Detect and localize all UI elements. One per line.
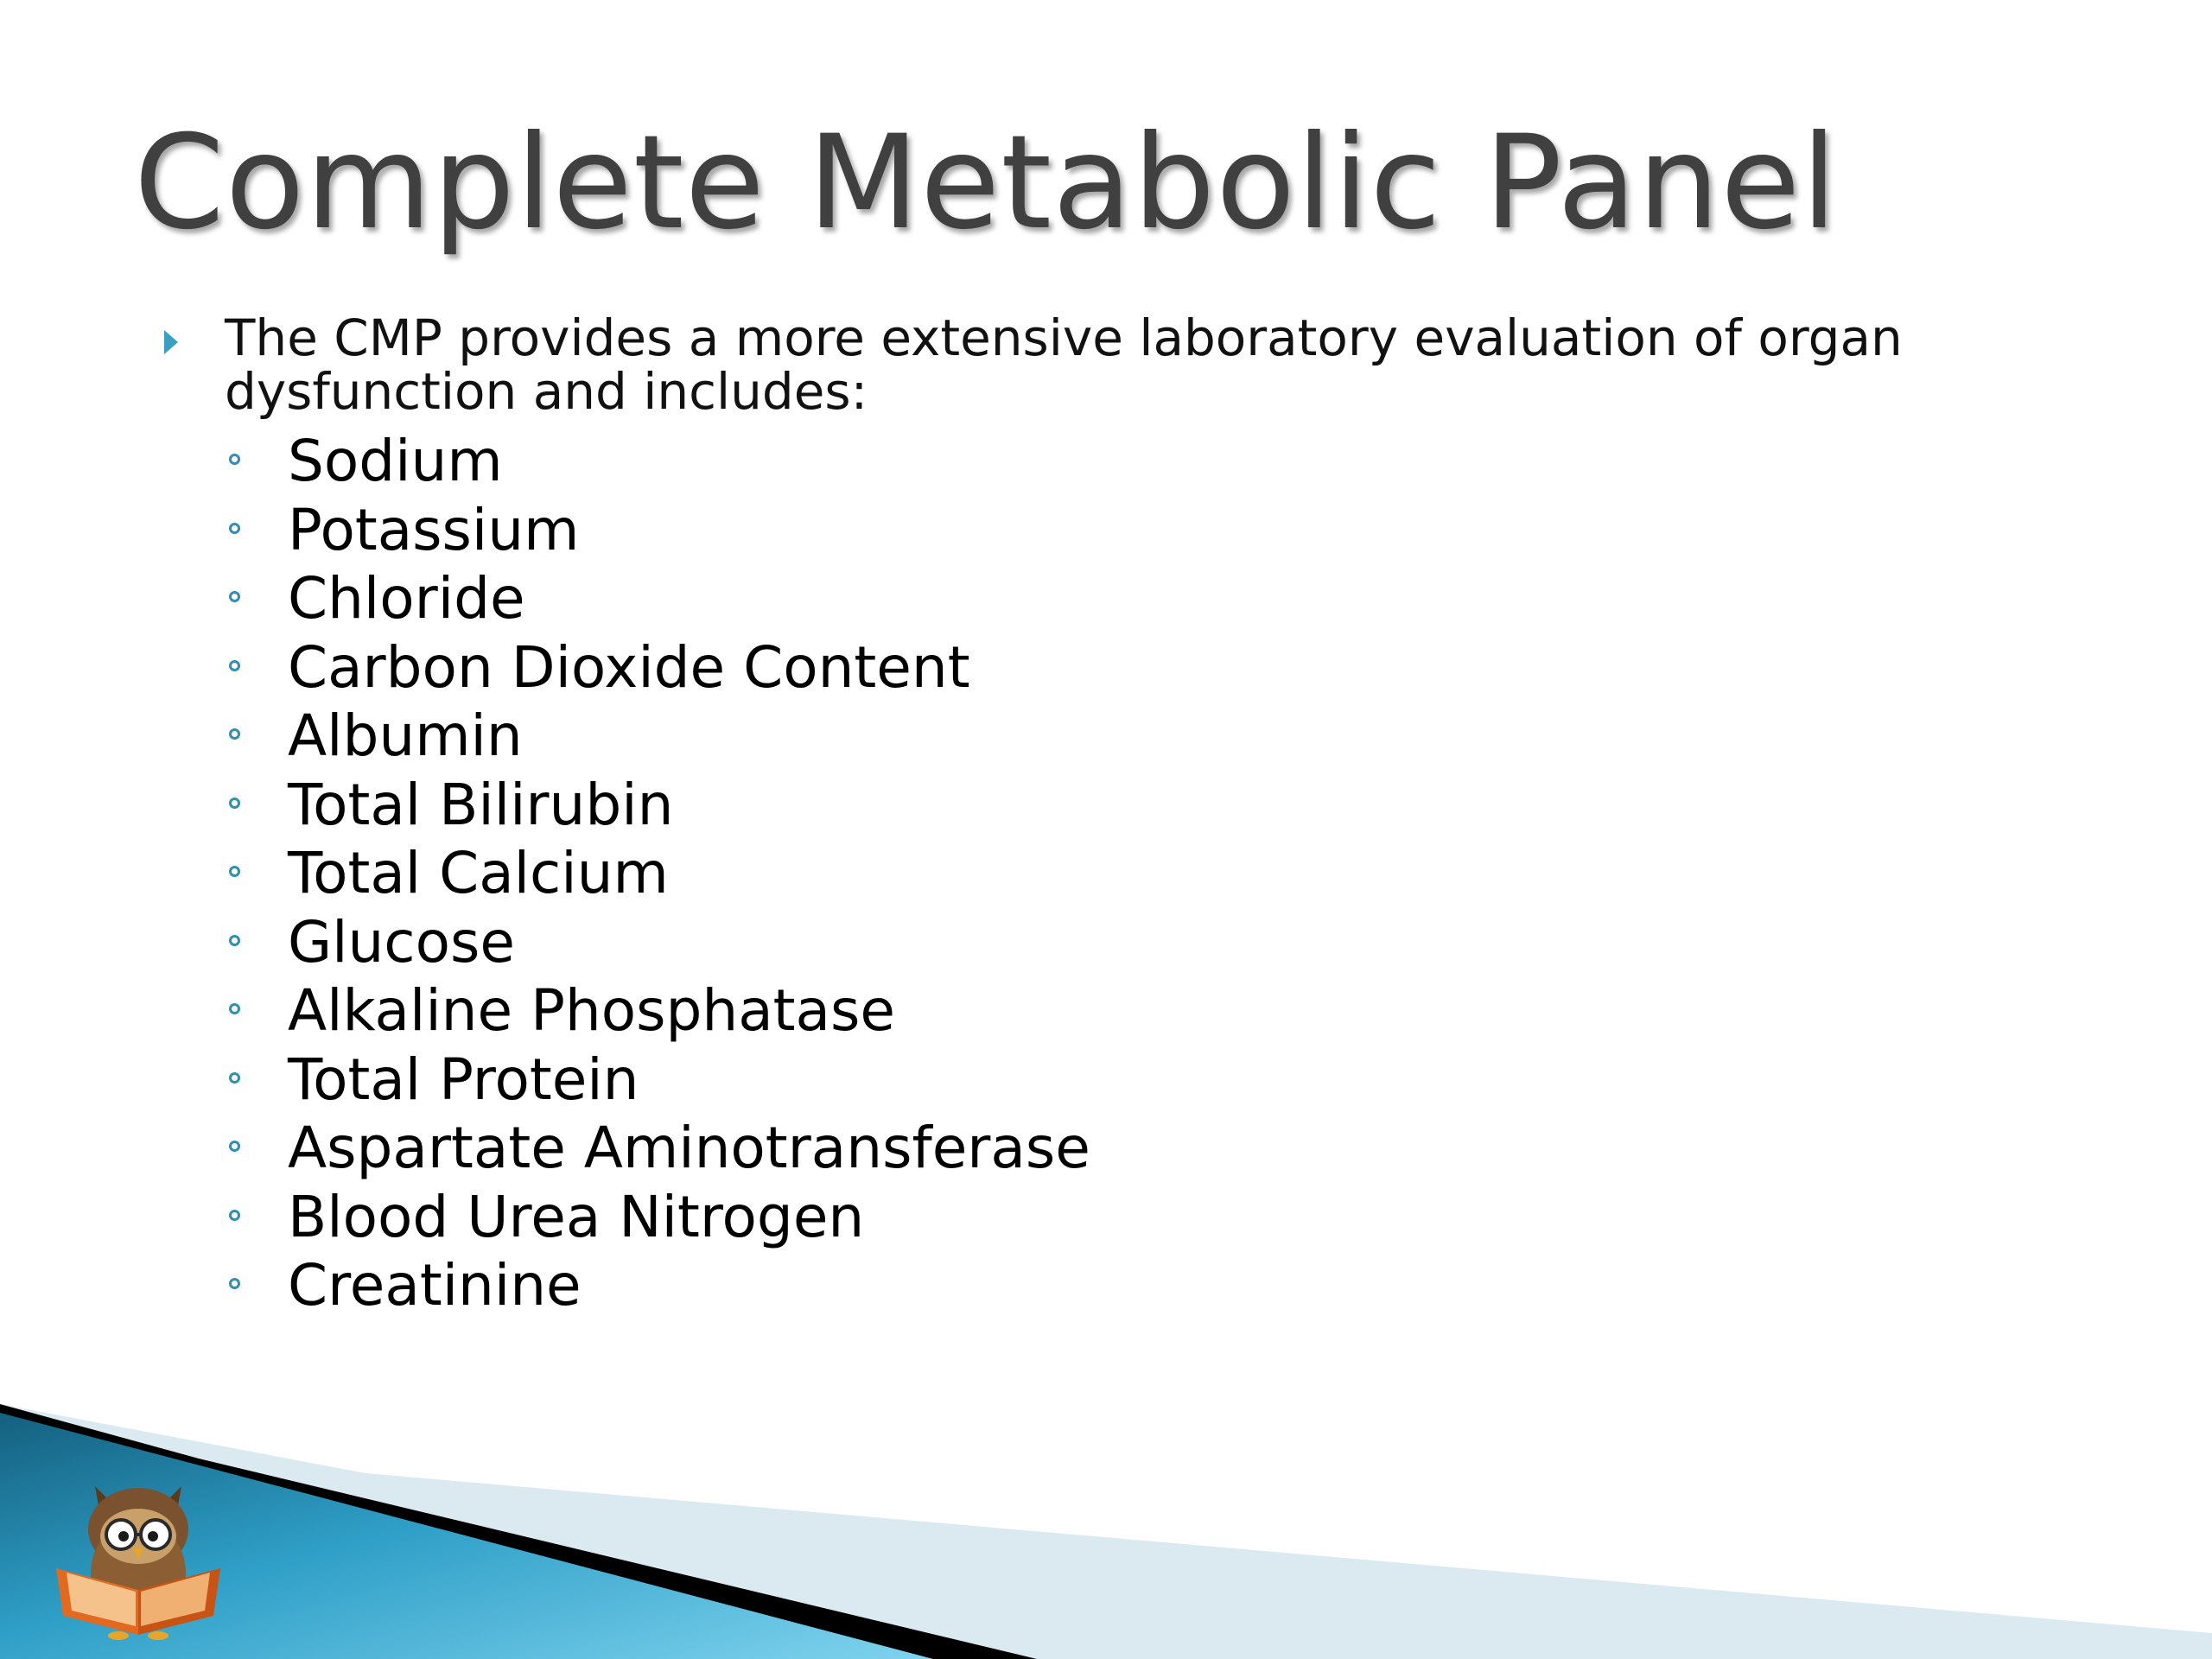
slide-content <box>160 308 2104 1320</box>
list-item <box>229 496 2104 565</box>
list-item <box>229 908 2104 977</box>
list-item <box>229 564 2104 633</box>
owl-reading-book-icon <box>48 1469 229 1642</box>
list-item <box>229 771 2104 840</box>
hollow-circle-icon <box>229 1072 240 1084</box>
list-item <box>229 839 2104 908</box>
list-item-label: Carbon Dioxide Content <box>288 633 970 701</box>
list-item-label: Albumin <box>288 702 523 769</box>
list-item <box>229 427 2104 496</box>
hollow-circle-icon <box>229 523 240 534</box>
hollow-circle-icon <box>229 798 240 809</box>
list-item <box>229 702 2104 771</box>
hollow-circle-icon <box>229 591 240 602</box>
hollow-circle-icon <box>229 1141 240 1152</box>
hollow-circle-icon <box>229 660 240 671</box>
hollow-circle-icon <box>229 728 240 740</box>
list-item-label: Blood Urea Nitrogen <box>288 1183 865 1250</box>
list-item <box>229 976 2104 1046</box>
intro-bullet <box>160 308 2104 421</box>
list-item <box>229 1046 2104 1115</box>
hollow-circle-icon <box>229 866 240 877</box>
decorative-band <box>0 1382 2212 1659</box>
hollow-circle-icon <box>229 454 240 465</box>
list-item-label: Sodium <box>288 428 503 494</box>
component-list <box>160 427 2104 1320</box>
list-item-label: Aspartate Aminotransferase <box>288 1115 1090 1181</box>
list-item <box>229 1114 2104 1183</box>
slide-title: Complete Metabolic Panel <box>134 108 1839 258</box>
list-item <box>229 1251 2104 1320</box>
hollow-circle-icon <box>229 1003 240 1014</box>
list-item-label: Creatinine <box>288 1252 582 1319</box>
hollow-circle-icon <box>229 935 240 946</box>
list-item-label: Total Protein <box>288 1046 639 1113</box>
list-item-label: Total Bilirubin <box>288 771 674 838</box>
triangle-arrow-icon <box>164 330 178 354</box>
list-item <box>229 633 2104 702</box>
intro-text: The CMP provides a more extensive laboratory evaluation of organ dysfunction and includes: <box>225 308 1903 421</box>
list-item-label: Potassium <box>288 496 580 563</box>
list-item-label: Alkaline Phosphatase <box>288 977 895 1044</box>
list-item-label: Chloride <box>288 565 525 632</box>
list-item-label: Glucose <box>288 908 515 976</box>
list-item <box>229 1183 2104 1252</box>
list-item-label: Total Calcium <box>288 840 669 906</box>
hollow-circle-icon <box>229 1278 240 1289</box>
hollow-circle-icon <box>229 1210 240 1221</box>
